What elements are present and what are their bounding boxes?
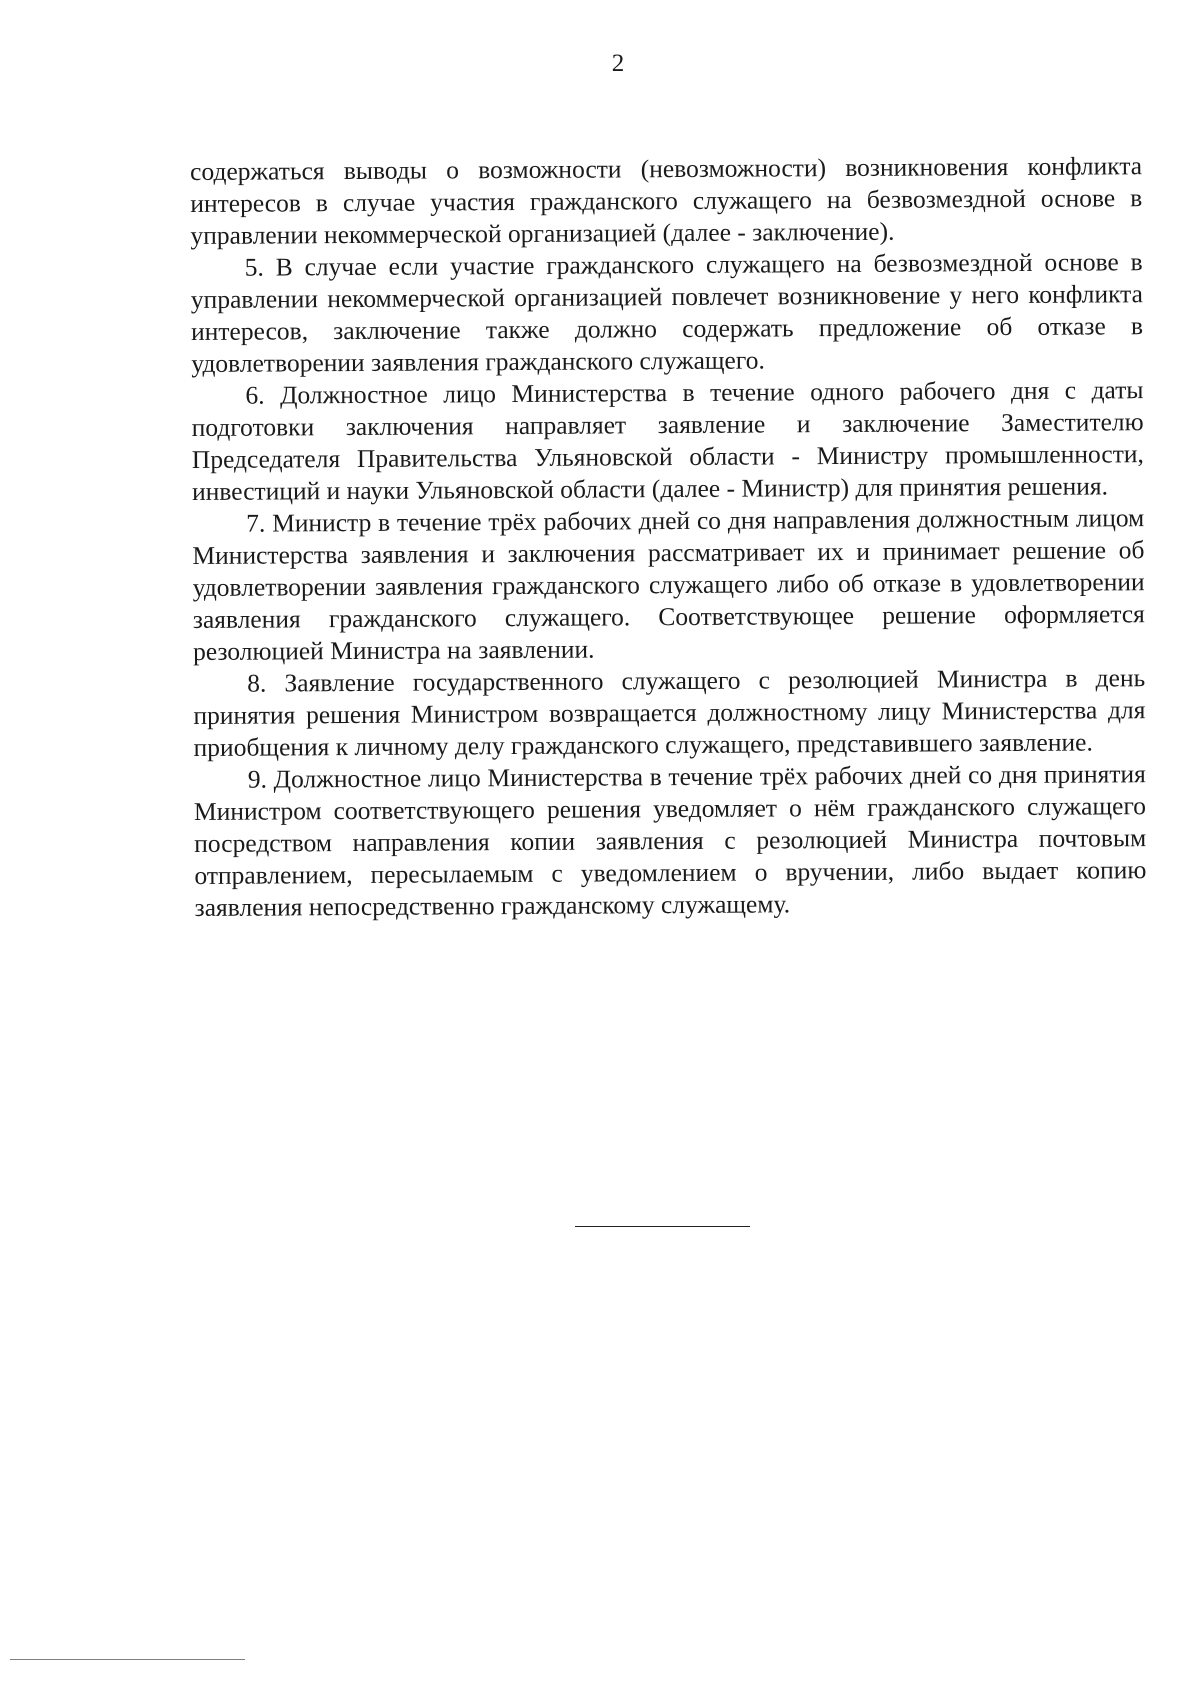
paragraph-6: 6. Должностное лицо Министерства в течение одного рабочего дня с даты подготовки заключения направляет заявление и заключение Заместителю Председателя Правительства Ульяновской области - Министру промышленности, инвестиций и науки Ульяновской области (далее - Министр) для принятия решения. xyxy=(191,375,1144,506)
document-body xyxy=(190,150,1147,924)
paragraph-7: 7. Министр в течение трёх рабочих дней со дня направления должностным лицом Министерства заявления и заключения рассматривает их и принимает решение об удовлетворении заявления гражданского служащего либо об отказе в удовлетворении заявления гражданского служащего. Соответствующее решение оформляется резолюцией Министра на заявлении. xyxy=(192,503,1145,666)
page-number: 2 xyxy=(611,50,625,77)
paragraph-5: 5. В случае если участие гражданского служащего на безвозмездной основе в управлении некоммерческой организацией повлечет возникновение у него конфликта интересов, заключение также должно содержать предложение об отказе в удовлетворении заявления гражданского служащего. xyxy=(190,247,1144,378)
paragraph-9: 9. Должностное лицо Министерства в течение трёх рабочих дней со дня принятия Министром соответствующего решения уведомляет о нём гражданского служащего посредством направления копии заявления с резолюцией Министра почтовым отправлением, пересылаемым с уведомлением о вручении, либо выдает копию заявления непосредственно гражданскому служащему. xyxy=(193,759,1147,922)
paragraph-8: 8. Заявление государственного служащего с резолюцией Министра в день принятия решения Министром возвращается должностному лицу Министерства для приобщения к личному делу гражданского служащего, представившего заявление. xyxy=(193,663,1146,762)
end-of-document-rule xyxy=(575,1226,750,1227)
paragraph-continuation: содержаться выводы о возможности (невозможности) возникновения конфликта интересов в случае участия гражданского служащего на безвозмездной основе в управлении некоммерческой организацией (далее - заключение). xyxy=(190,151,1143,250)
scan-edge-line xyxy=(10,1659,245,1660)
